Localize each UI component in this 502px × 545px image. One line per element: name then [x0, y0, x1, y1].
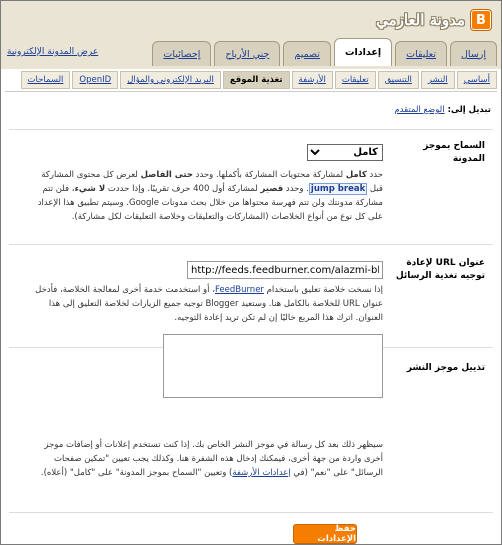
jump-break-link[interactable]: jump break [310, 184, 366, 194]
advanced-mode-link[interactable]: الوضع المتقدم [394, 105, 445, 115]
feed-setting-description [33, 168, 383, 224]
subtab-archiving[interactable]: الأرشفة [292, 71, 333, 89]
feed-setting-section [9, 129, 493, 242]
feed-setting-select[interactable] [307, 144, 383, 161]
settings-subnav [5, 69, 497, 92]
redirect-description [33, 283, 383, 325]
feed-footer-label: تذييل موجز النشر [406, 363, 485, 373]
feed-setting-label: السماح بموجز المدونة [423, 141, 485, 164]
subtab-formatting[interactable]: التنسيق [378, 71, 419, 89]
desc-text: لعرض كل محتوى المشاركة قبل [41, 170, 383, 194]
blogger-icon: B [471, 10, 491, 30]
mode-switch [394, 105, 491, 115]
desc-text: لمشاركة أول 400 حرف تقريبًا. وإذا حددت [105, 184, 261, 194]
feedburner-link[interactable]: FeedBurner [214, 285, 264, 295]
subtab-comments[interactable]: تعليقات [335, 71, 376, 89]
desc-text: سيظهر ذلك بعد كل رسالة في موجز النشر الخاص بك. إذا كنت تستخدم إعلانات أو إضافات موجز أخرى واردة من جهة أخرى، فيمكنك إدخال هذه الشفرة هنا. وكذلك يجب تعيين "تمكين صفحات الرسائل" على "نعم" (في [44, 440, 383, 478]
feed-footer-description [33, 438, 383, 480]
desc-bold: قصير [260, 184, 284, 194]
redirect-url-input[interactable] [187, 261, 383, 279]
subtab-openid[interactable]: OpenID [72, 71, 118, 89]
subtab-permissions[interactable]: السماحات [21, 71, 71, 89]
desc-text: . وحدد [283, 184, 309, 194]
desc-text: ، فلن تتم مشاركة مدونتك ولن تتم فهرسة محتواها من خلال بحث مدونات Google. وسيتم تطبيق هذا الإعداد على كل نوع من أنواع الخلاصات (المشاركات والتعليقات وخلاصة التعليقات لكل مشاركة). [37, 184, 383, 222]
desc-bold: لا شيء [74, 184, 106, 194]
feed-footer-section [9, 347, 493, 513]
archive-settings-link[interactable]: إعدادات الأرشفة [232, 468, 291, 478]
desc-bold: حتى الفاصل [140, 170, 193, 180]
tab-comments[interactable]: تعليقات [395, 41, 447, 66]
tab-settings[interactable]: إعدادات [334, 38, 392, 66]
subtab-site-feed[interactable]: تغذية الموقع [223, 71, 290, 89]
desc-text: لمشاركة محتويات المشاركة بأكملها. وحدد [192, 170, 346, 180]
view-blog-link[interactable]: عرض المدونة الإلكترونية [7, 47, 99, 57]
redirect-label: عنوان URL لإعادة توجيه تغذية الرسائل [395, 258, 485, 281]
redirect-section [9, 244, 493, 345]
desc-text: إذا نسخت خلاصة تعليق باستخدام [263, 285, 383, 295]
subtab-publishing[interactable]: النشر [421, 71, 455, 89]
header-bar [1, 1, 501, 69]
desc-text: حدد [366, 170, 383, 180]
desc-text: ، أو استخدمت خدمة أخرى لمعالجة الخلاصة، فأدخل عنوان URL للخلاصة بالكامل هنا. وستعيد Blogger توجيه جميع الزيارات لخلاصة التعليق إلى هذا العنوان. اترك هذا المربع خاليًا إن لم تكن تريد إعادة التوجيه. [35, 285, 383, 323]
tab-posting[interactable]: إرسال [450, 41, 497, 66]
blog-title: مدونة العازمي [376, 11, 465, 29]
desc-text: ) وتعيين "السماح بموجز المدونة" على "كامل" (أعلاه). [40, 468, 233, 478]
mode-prefix: تبديل إلى: [447, 105, 491, 115]
save-settings-button[interactable]: حفظ الإعدادات [293, 524, 357, 544]
bottom-divider [9, 512, 493, 514]
blog-logo [376, 10, 491, 30]
subtab-basic[interactable]: أساسي [457, 71, 497, 89]
desc-bold: كامل [345, 170, 367, 180]
tab-stats[interactable]: إحصائيات [152, 41, 211, 66]
tab-layout[interactable]: تصميم [283, 41, 331, 66]
tab-monetize[interactable]: جني الأرباح [214, 41, 280, 66]
subtab-email-mobile[interactable]: البريد الإلكتروني والمؤال [120, 71, 221, 89]
main-tabs [149, 41, 497, 66]
feed-footer-textarea[interactable] [163, 334, 383, 398]
